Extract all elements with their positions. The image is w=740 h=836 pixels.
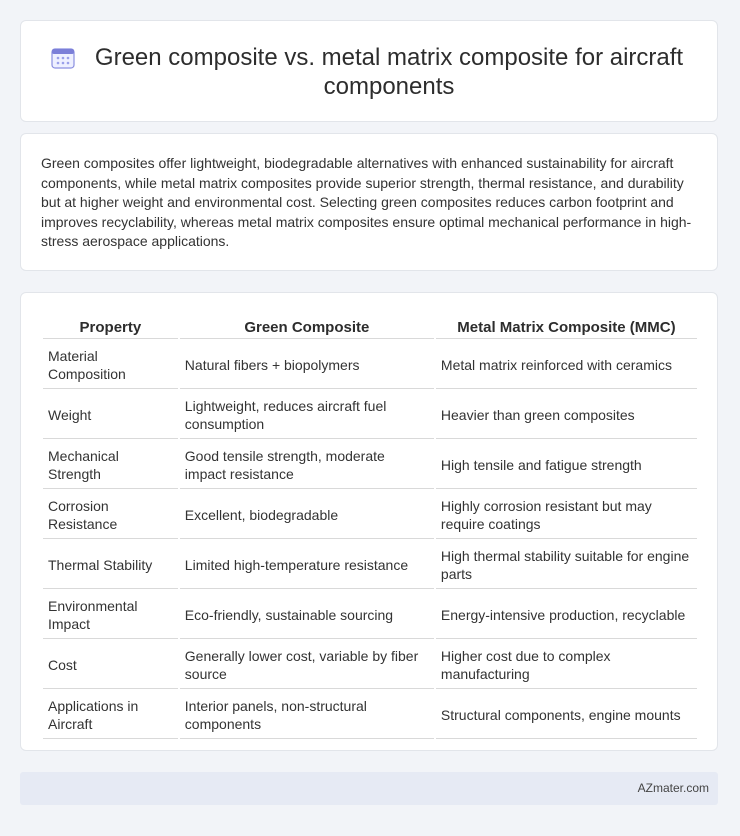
cell-mmc: High tensile and fatigue strength bbox=[436, 441, 697, 489]
table-row bbox=[43, 541, 697, 589]
cell-property: Thermal Stability bbox=[43, 541, 178, 589]
cell-mmc: Highly corrosion resistant but may require coatings bbox=[436, 491, 697, 539]
summary-card bbox=[20, 133, 718, 271]
footer-brand-link[interactable]: AZmater.com bbox=[637, 781, 709, 795]
title-card bbox=[20, 20, 718, 122]
cell-green: Excellent, biodegradable bbox=[180, 491, 434, 539]
table-row bbox=[43, 491, 697, 539]
table-row bbox=[43, 691, 697, 739]
comparison-table-card bbox=[20, 292, 718, 751]
cell-mmc: Structural components, engine mounts bbox=[436, 691, 697, 739]
cell-mmc: Higher cost due to complex manufacturing bbox=[436, 641, 697, 689]
table-row bbox=[43, 591, 697, 639]
cell-property: Mechanical Strength bbox=[43, 441, 178, 489]
table-row bbox=[43, 341, 697, 389]
cell-green: Interior panels, non-structural components bbox=[180, 691, 434, 739]
comparison-table bbox=[41, 313, 699, 741]
table-header-row bbox=[43, 315, 697, 339]
cell-mmc: Heavier than green composites bbox=[436, 391, 697, 439]
footer-bar bbox=[20, 772, 718, 805]
cell-property: Environmental Impact bbox=[43, 591, 178, 639]
header-green-composite: Green Composite bbox=[180, 315, 434, 339]
cell-green: Lightweight, reduces aircraft fuel consumption bbox=[180, 391, 434, 439]
cell-mmc: Metal matrix reinforced with ceramics bbox=[436, 341, 697, 389]
cell-property: Cost bbox=[43, 641, 178, 689]
cell-green: Generally lower cost, variable by fiber source bbox=[180, 641, 434, 689]
page-title: Green composite vs. metal matrix composite for aircraft components bbox=[94, 44, 684, 100]
cell-green: Limited high-temperature resistance bbox=[180, 541, 434, 589]
cell-property: Applications in Aircraft bbox=[43, 691, 178, 739]
summary-text: Green composites offer lightweight, biodegradable alternatives with enhanced sustainability for aircraft components, while metal matrix composites provide superior strength, thermal resistance, and durability but at higher weight and environmental cost. Selecting green composites reduces carbon footprint and improves recyclability, whereas metal matrix composites ensure optimal mechanical performance in high-stress aerospace applications. bbox=[41, 155, 692, 250]
cell-property: Material Composition bbox=[43, 341, 178, 389]
table-row bbox=[43, 441, 697, 489]
cell-property: Weight bbox=[43, 391, 178, 439]
cell-green: Natural fibers + biopolymers bbox=[180, 341, 434, 389]
table-row bbox=[43, 641, 697, 689]
cell-property: Corrosion Resistance bbox=[43, 491, 178, 539]
header-mmc: Metal Matrix Composite (MMC) bbox=[436, 315, 697, 339]
cell-green: Eco-friendly, sustainable sourcing bbox=[180, 591, 434, 639]
cell-mmc: High thermal stability suitable for engine parts bbox=[436, 541, 697, 589]
cell-mmc: Energy-intensive production, recyclable bbox=[436, 591, 697, 639]
table-row bbox=[43, 391, 697, 439]
header-property: Property bbox=[43, 315, 178, 339]
cell-green: Good tensile strength, moderate impact resistance bbox=[180, 441, 434, 489]
